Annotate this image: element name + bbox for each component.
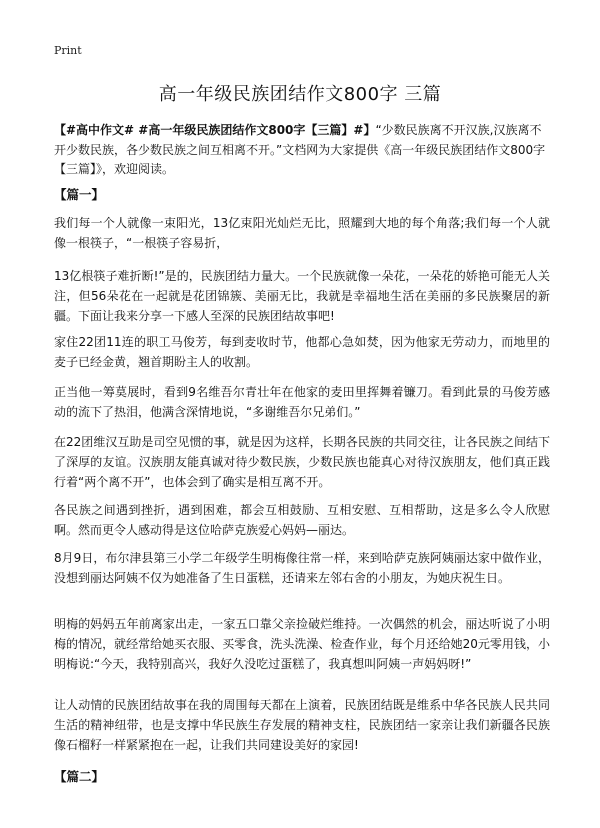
paragraph: 让人动情的民族团结故事在我的周围每天都在上演着，民族团结既是维系中华各民族人民共同生活的精神纽带，也是支撑中华民族生存发展的精神支柱，民族团结一家亲让我们新疆各民族像石榴籽一样紧紧抱在一起，让我们共同建设美好的家园! <box>54 698 550 752</box>
section-heading-1: 【篇一】 <box>54 187 105 202</box>
paragraph: 明梅的妈妈五年前离家出走，一家五口靠父亲捡破烂维持。一次偶然的机会，丽达听说了小明梅的情况，就经常给她买衣服、买零食，洗头洗澡、检查作业，每个月还给她20元零用钱，小明梅说:“今天，我特别高兴，我好久没吃过蛋糕了，我真想叫阿姨一声妈妈呀!” <box>54 617 550 671</box>
paragraph: 8月9日，布尔津县第三小学二年级学生明梅像往常一样，来到哈萨克族阿姨丽达家中做作业，没想到丽达阿姨不仅为她准备了生日蛋糕，还请来左邻右舍的小朋友，为她庆祝生日。 <box>54 551 550 585</box>
intro-tag: 【#高中作文# #高一年级民族团结作文800字【三篇】#】 <box>54 123 376 137</box>
paragraph: 我们每一个人就像一束阳光，13亿束阳光灿烂无比，照耀到大地的每个角落;我们每一个人就像一根筷子，“一根筷子容易折， <box>54 216 550 250</box>
print-link[interactable]: Print <box>54 44 82 57</box>
paragraph: 13亿根筷子难折断!”是的，民族团结力量大。一个民族就像一朵花，一朵花的娇艳可能无人关注，但56朵花在一起就是花团锦簇、美丽无比，我就是幸福地生活在美丽的多民族聚居的新疆。下面让我来分享一下感人至深的民族团结故事吧! <box>54 269 550 323</box>
paragraph: 家住22团11连的职工马俊芳，每到麦收时节，他都心急如焚，因为他家无劳动力，而地里的麦子已经金黄，翘首期盼主人的收割。 <box>54 335 550 369</box>
intro-paragraph <box>54 121 550 180</box>
paragraph: 在22团维汉互助是司空见惯的事，就是因为这样，长期各民族的共同交往，让各民族之间结下了深厚的友谊。汉族朋友能真诚对待少数民族，少数民族也能真心对待汉族朋友，他们真正践行着“两个离不开”，也体会到了确实是相互离不开。 <box>54 435 550 489</box>
paragraph: 各民族之间遇到挫折，遇到困难，都会互相鼓励、互相安慰、互相帮助，这是多么令人欣慰啊。然而更令人感动得是这位哈萨克族爱心妈妈—丽达。 <box>54 503 550 537</box>
article-title: 高一年级民族团结作文800字 三篇 <box>158 84 442 105</box>
paragraph: 正当他一筹莫展时，看到9名维吾尔青壮年在他家的麦田里挥舞着镰刀。看到此景的马俊芳感动的流下了热泪，他满含深情地说，“多谢维吾尔兄弟们。” <box>54 385 550 419</box>
section-heading-2: 【篇二】 <box>54 769 105 784</box>
intro-text: “少数民族离不开汉族,汉族离不开少数民族，各少数民族之间互相离不开。”文档网为大家提供《高一年级民族团结作文800字【三篇】》，欢迎阅读。 <box>54 123 546 176</box>
